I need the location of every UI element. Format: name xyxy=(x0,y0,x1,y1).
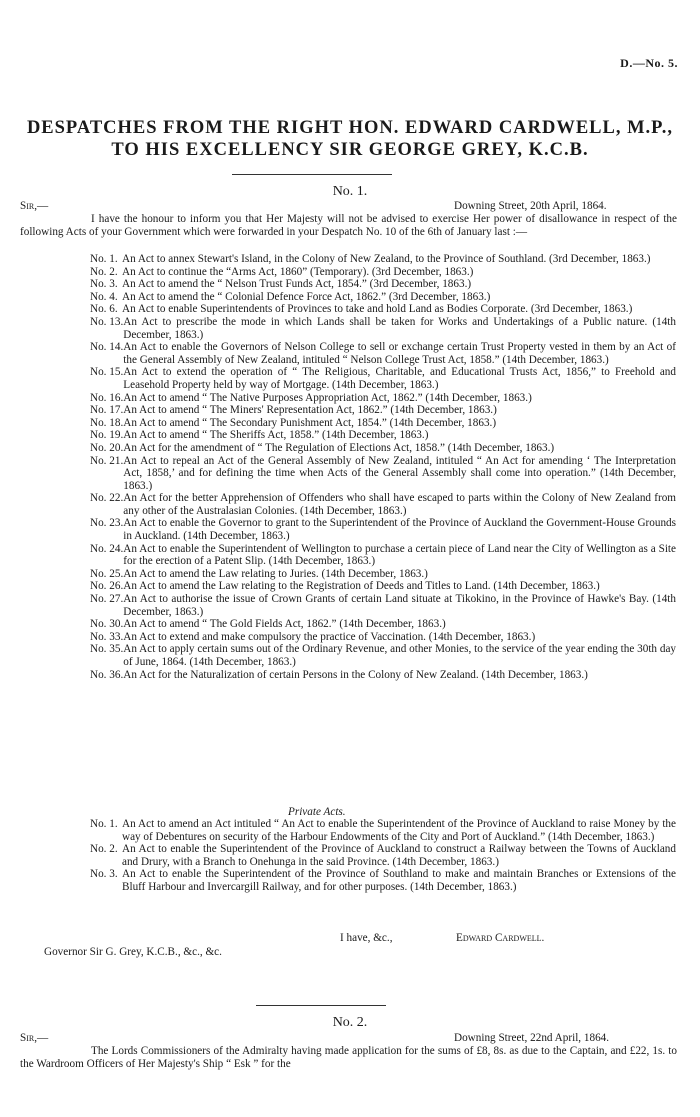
act-description: An Act to extend the operation of “ The Religious, Charitable, and Educational Trusts Act, 1856,” to Freehold and Leasehold Property held by way of Mortgage. (14th December, 1863.) xyxy=(123,366,676,391)
public-act-item xyxy=(90,568,676,581)
public-act-item xyxy=(90,492,676,517)
private-acts-list xyxy=(90,818,676,894)
public-act-item xyxy=(90,429,676,442)
act-description: An Act to amend “ The Secondary Punishment Act, 1854.” (14th December, 1863.) xyxy=(123,416,497,429)
act-number: No. 25. xyxy=(90,567,124,580)
public-act-item xyxy=(90,404,676,417)
act-number: No. 16. xyxy=(90,391,124,404)
act-description: An Act to enable the Superintendent of the Province of Auckland to construct a Railway between the Towns of Auckland and Drury, with a Branch to Onehunga in the said Province. (14th December, 1863.) xyxy=(122,843,676,868)
public-act-item xyxy=(90,442,676,455)
act-number: No. 6. xyxy=(90,303,118,316)
public-act-item xyxy=(90,253,676,266)
public-act-item xyxy=(90,631,676,644)
public-act-item xyxy=(90,366,676,391)
public-act-item xyxy=(90,643,676,668)
act-description: An Act to enable the Governors of Nelson College to sell or exchange certain Trust Property vested in them by an Act of the General Assembly of New Zealand, intituled “ Nelson College Trust Act, 1858.” (14th December, 1863.) xyxy=(123,341,676,366)
public-act-item xyxy=(90,669,676,682)
act-description: An Act to amend “ The Miners' Representation Act, 1862.” (14th December, 1863.) xyxy=(123,404,497,417)
despatch-divider xyxy=(256,1005,386,1006)
despatch-1-closing: I have, &c., xyxy=(340,932,393,944)
public-act-item xyxy=(90,543,676,568)
act-description: An Act to amend “ The Gold Fields Act, 1862.” (14th December, 1863.) xyxy=(123,618,446,631)
act-number: No. 13. xyxy=(90,315,124,328)
act-number: No. 20. xyxy=(90,441,124,454)
act-description: An Act to repeal an Act of the General Assembly of New Zealand, intituled “ An Act for amending ‘ The Interpretation Act, 1858,’ and for defining the time when Acts of the General Assembly shall come into operation.” (14th December, 1863.) xyxy=(123,454,676,492)
private-act-item xyxy=(90,868,676,893)
act-description: An Act for the Naturalization of certain Persons in the Colony of New Zealand. (14th December, 1863.) xyxy=(123,668,588,681)
act-number: No. 3. xyxy=(90,868,118,881)
act-number: No. 18. xyxy=(90,416,124,429)
act-number: No. 2. xyxy=(90,843,118,856)
act-number: No. 4. xyxy=(90,290,118,303)
act-description: An Act to continue the “Arms Act, 1860” (Temporary). (3rd December, 1863.) xyxy=(122,265,474,278)
public-act-item xyxy=(90,266,676,279)
act-description: An Act to amend “ The Native Purposes Appropriation Act, 1862.” (14th December, 1863.) xyxy=(123,391,532,404)
despatch-1-salutation: Sir,— xyxy=(20,200,49,212)
act-description: An Act to amend the Law relating to the Registration of Deeds and Titles to Land. (14th December, 1863.) xyxy=(123,580,600,593)
public-act-item xyxy=(90,417,676,430)
despatch-2-salutation: Sir,— xyxy=(20,1032,49,1044)
act-description: An Act to prescribe the mode in which Lands shall be taken for Works and Undertakings of a Public nature. (14th December, 1863.) xyxy=(123,315,676,341)
act-number: No. 1. xyxy=(90,253,118,265)
public-act-item xyxy=(90,618,676,631)
despatch-1-intro: I have the honour to inform you that Her Majesty will not be advised to exercise Her power of disallowance in respect of the following Acts of your Government which were forwarded in your Despatch No. 10 of the 6th of January last :— xyxy=(20,213,677,238)
act-number: No. 21. xyxy=(90,454,124,467)
act-number: No. 22. xyxy=(90,492,124,505)
despatch-1-addressee: Governor Sir G. Grey, K.C.B., &c., &c. xyxy=(44,946,222,958)
act-number: No. 33. xyxy=(90,630,124,643)
public-act-item xyxy=(90,291,676,304)
despatch-2-intro: The Lords Commissioners of the Admiralty having made application for the sums of £8, 8s. as due to the Captain, and £22, 1s. to the Wardroom Officers of Her Majesty's Ship “ Esk ” for the xyxy=(20,1045,677,1070)
public-act-item xyxy=(90,303,676,316)
act-description: An Act to enable the Superintendent of the Province of Southland to make and maintain Branches or Extensions of the Bluff Harbour and Invercargill Railway, and for other purposes. (14th December, 1863.) xyxy=(122,868,676,893)
act-number: No. 30. xyxy=(90,618,124,631)
title-divider xyxy=(232,174,392,175)
private-act-item xyxy=(90,843,676,868)
public-act-item xyxy=(90,593,676,618)
public-act-item xyxy=(90,278,676,291)
despatch-1-date: Downing Street, 20th April, 1864. xyxy=(454,200,607,212)
private-acts-heading: Private Acts. xyxy=(288,806,346,818)
act-number: No. 17. xyxy=(90,404,124,417)
act-description: An Act for the amendment of “ The Regulation of Elections Act, 1858.” (14th December, 1863.) xyxy=(123,441,555,454)
despatch-2-heading: No. 2. xyxy=(332,1015,368,1030)
public-act-item xyxy=(90,455,676,493)
act-description: An Act to amend the Law relating to Juries. (14th December, 1863.) xyxy=(123,567,428,580)
public-act-item xyxy=(90,580,676,593)
act-description: An Act to enable the Superintendent of Wellington to purchase a certain piece of Land near the City of Wellington as a Site for the erection of a Patent Slip. (14th December, 1863.) xyxy=(123,542,676,568)
act-description: An Act for the better Apprehension of Offenders who shall have escaped to parts within the Colony of New Zealand from any other of the Australasian Colonies. (14th December, 1863.) xyxy=(123,492,676,517)
act-description: An Act to enable the Governor to grant to the Superintendent of the Province of Auckland the Government-House Grounds in Auckland. (14th December, 1863.) xyxy=(123,517,676,543)
act-number: No. 27. xyxy=(90,593,124,606)
public-act-item xyxy=(90,517,676,542)
act-number: No. 15. xyxy=(90,366,124,379)
public-act-item xyxy=(90,392,676,405)
act-description: An Act to amend the “ Nelson Trust Funds Act, 1854.” (3rd December, 1863.) xyxy=(122,278,472,291)
act-description: An Act to authorise the issue of Crown Grants of certain Land situate at Tikokino, in the Province of Hawke's Bay. (14th December, 1863.) xyxy=(123,593,676,618)
act-description: An Act to amend an Act intituled “ An Act to enable the Superintendent of the Province of Auckland to raise Money by the way of Debentures on security of the Harbour Endowments of the City and Port of Auckland.” (14th December, 1863.) xyxy=(122,818,676,843)
despatch-1-signature: Edward Cardwell. xyxy=(456,932,545,944)
private-act-item xyxy=(90,818,676,843)
act-number: No. 2. xyxy=(90,265,118,278)
public-act-item xyxy=(90,341,676,366)
document-title: DESPATCHES FROM THE RIGHT HON. EDWARD CARDWELL, M.P., xyxy=(26,118,674,138)
act-description: An Act to apply certain sums out of the Ordinary Revenue, and other Monies, to the service of the year ending the 30th day of June, 1864. (14th December, 1863.) xyxy=(123,643,676,668)
act-description: An Act to annex Stewart's Island, in the Colony of New Zealand, to the Province of Southland. (3rd December, 1863.) xyxy=(122,253,651,265)
page-reference: D.—No. 5. xyxy=(620,56,678,70)
public-act-item xyxy=(90,316,676,341)
despatch-2-date: Downing Street, 22nd April, 1864. xyxy=(454,1032,610,1044)
act-number: No. 14. xyxy=(90,341,124,354)
act-number: No. 26. xyxy=(90,580,124,593)
act-description: An Act to amend “ The Sheriffs Act, 1858.” (14th December, 1863.) xyxy=(123,429,429,442)
act-description: An Act to extend and make compulsory the practice of Vaccination. (14th December, 1863.) xyxy=(123,630,536,643)
act-number: No. 1. xyxy=(90,818,118,830)
act-number: No. 36. xyxy=(90,668,124,681)
act-number: No. 35. xyxy=(90,643,124,656)
act-description: An Act to enable Superintendents of Provinces to take and hold Land as Bodies Corporate. (3rd December, 1863.) xyxy=(122,303,633,316)
act-number: No. 3. xyxy=(90,278,118,291)
act-number: No. 19. xyxy=(90,429,124,442)
document-subtitle: TO HIS EXCELLENCY SIR GEORGE GREY, K.C.B. xyxy=(111,140,589,160)
act-description: An Act to amend the “ Colonial Defence Force Act, 1862.” (3rd December, 1863.) xyxy=(122,290,491,303)
act-number: No. 24. xyxy=(90,542,124,555)
act-number: No. 23. xyxy=(90,517,124,530)
public-acts-list xyxy=(90,253,676,681)
despatch-1-heading: No. 1. xyxy=(332,184,368,199)
